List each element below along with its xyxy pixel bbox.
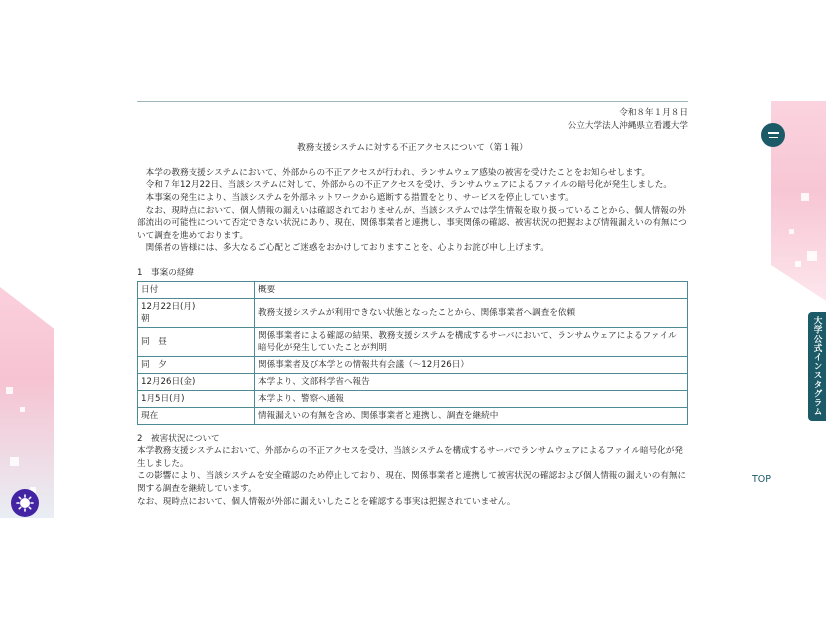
table-cell-summary: 関係事業者による確認の結果、教務支援システムを構成するサーバにおいて、ランサムウェアによるファイル暗号化が発生していたことが判明: [255, 327, 688, 356]
table-cell-date: [138, 298, 255, 327]
content-top-border: [137, 101, 688, 102]
section2: [137, 433, 688, 509]
intro-paragraph: 関係者の皆様には、多大なるご心配とご迷惑をおかけしておりますことを、心よりお詫び申し上げます。: [145, 243, 549, 254]
date-block: [137, 107, 688, 132]
timeline-table: [137, 281, 688, 425]
table-row: [138, 390, 688, 407]
section2-paragraph: この影響により、当該システムを安全確認のため停止しており、現在、関係事業者と連携して被害状況の確認および個人情報の漏えいの有無に関する調査を継続しています。: [137, 471, 687, 494]
instagram-link-label: 大学公式インスタグラム: [812, 316, 822, 417]
table-row: [138, 298, 688, 327]
date-line: 12月22日(月): [141, 301, 196, 312]
intro-paragraph: なお、現時点において、個人情報の漏えいは確認されておりませんが、当該システムでは学生情報を取り扱っていることから、個人情報の外部流出の可能性について否定できない状況にあり、現在、関係事業者と連携し、事実関係の確認、被害状況の把握および情報漏えいの有無について調査を進めております。: [137, 205, 687, 241]
intro-paragraph: 本事案の発生により、当該システムを外部ネットワークから遮断する措置をとり、サービスを停止しています。: [145, 192, 574, 203]
intro-paragraph: 本学の教務支援システムにおいて、外部からの不正アクセスが行われ、ランサムウェア感染の被害を受けたことをお知らせします。: [145, 167, 651, 178]
table-cell-date: 同 昼: [138, 327, 255, 356]
table-cell-date: 12月26日(金): [138, 373, 255, 390]
table-header-date: 日付: [138, 281, 255, 298]
section2-paragraph: なお、現時点において、個人情報が外部に漏えいしたことを確認する事実は把握されていません。: [137, 496, 516, 507]
notice-title: 教務支援システムに対する不正アクセスについて（第１報）: [297, 143, 528, 154]
menu-button[interactable]: [761, 123, 785, 147]
table-row: [138, 356, 688, 373]
table-cell-summary: 関係事業者及び本学との情報共有会議（～12月26日）: [255, 356, 688, 373]
table-cell-date: 現在: [138, 407, 255, 424]
table-header-row: [138, 281, 688, 298]
table-row: [138, 373, 688, 390]
accessibility-icon: [16, 494, 34, 512]
accessibility-button[interactable]: [11, 489, 39, 517]
intro-paragraph: 令和７年12月22日、当該システムに対して、外部からの不正アクセスを受け、ランサムウェアによるファイルの暗号化が発生しました。: [145, 180, 672, 191]
section2-paragraph: 本学教務支援システムにおいて、外部からの不正アクセスを受け、当該システムを構成するサーバでランサムウェアによるファイル暗号化が発生しました。: [137, 446, 683, 469]
intro-paragraphs: [137, 167, 688, 255]
table-header-summary: 概要: [255, 281, 688, 298]
hamburger-icon-line: [769, 137, 778, 138]
date-line: 朝: [141, 313, 150, 324]
table-cell-summary: 情報漏えいの有無を含め、関係事業者と連携し、調査を継続中: [255, 407, 688, 424]
table-cell-summary: 教務支援システムが利用できない状態となったことから、関係事業者へ調査を依頼: [255, 298, 688, 327]
table-row: [138, 407, 688, 424]
hamburger-icon: [768, 132, 779, 133]
instagram-link-tab[interactable]: [808, 312, 826, 421]
section2-heading: 2 被害状況について: [137, 433, 220, 444]
table-row: [138, 327, 688, 356]
issuer-org: 公立大学法人沖縄県立看護大学: [567, 120, 688, 131]
table-cell-date: 1月5日(月): [138, 390, 255, 407]
decorative-pink-shape-left: [0, 287, 54, 518]
notice-document: [137, 107, 688, 508]
back-to-top-link[interactable]: TOP: [752, 474, 772, 485]
section1-heading: 1 事案の経緯: [137, 267, 195, 278]
notice-date: 令和８年１月８日: [619, 108, 688, 118]
table-cell-summary: 本学より、文部科学省へ報告: [255, 373, 688, 390]
table-cell-summary: 本学より、警察へ通報: [255, 390, 688, 407]
table-cell-date: 同 夕: [138, 356, 255, 373]
page-viewport: [0, 101, 826, 518]
